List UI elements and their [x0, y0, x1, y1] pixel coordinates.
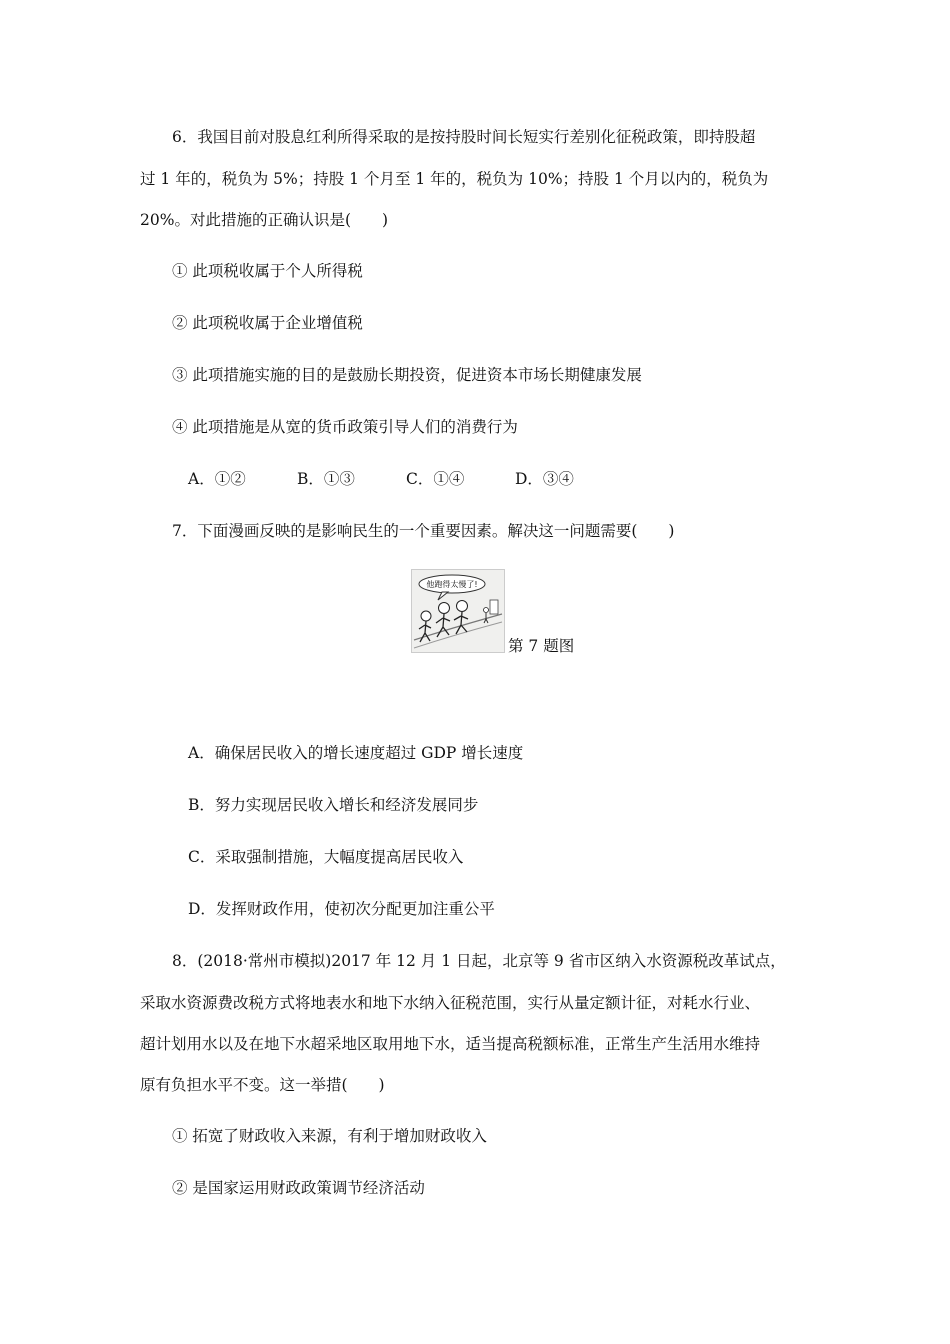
figure-caption: 第 7 题图	[508, 637, 575, 655]
q8-stem-line-2: 采取水资源费改税方式将地表水和地下水纳入征税范围，实行从量定额计征，对耗水行业、	[140, 994, 761, 1012]
cartoon-figure	[411, 569, 505, 653]
q6-option-3: ③ 此项措施实施的目的是鼓励长期投资，促进资本市场长期健康发展	[172, 366, 642, 384]
q6-option-4: ④ 此项措施是从宽的货币政策引导人们的消费行为	[172, 418, 518, 436]
cartoon-illustration	[412, 570, 504, 652]
q7-choice-a: A．确保居民收入的增长速度超过 GDP 增长速度	[188, 744, 524, 762]
q6-choice-a: A．①②	[188, 470, 246, 488]
q6-option-1: ① 此项税收属于个人所得税	[172, 262, 363, 280]
q6-stem-line-3: 20%。对此措施的正确认识是( )	[140, 211, 389, 229]
q8-stem-line-1: 8．(2018·常州市模拟)2017 年 12 月 1 日起，北京等 9 省市区纳入水资源税改革试点，	[172, 952, 786, 970]
q6-choice-d: D．③④	[515, 470, 574, 488]
q7-choice-b: B．努力实现居民收入增长和经济发展同步	[188, 796, 479, 814]
speech-bubble-text: 他跑得太慢了!	[426, 580, 478, 589]
q6-stem-line-2: 过 1 年的，税负为 5%；持股 1 个月至 1 年的，税负为 10%；持股 1 个月以内的，税负为	[140, 170, 769, 188]
q8-stem-line-3: 超计划用水以及在地下水超采地区取用地下水，适当提高税额标准，正常生产生活用水维持	[140, 1035, 761, 1053]
q8-stem-line-4: 原有负担水平不变。这一举措( )	[140, 1076, 385, 1094]
q7-choice-c: C．采取强制措施，大幅度提高居民收入	[188, 848, 464, 866]
q6-option-2: ② 此项税收属于企业增值税	[172, 314, 363, 332]
q7-choice-d: D．发挥财政作用，使初次分配更加注重公平	[188, 900, 495, 918]
q6-stem-line-1: 6．我国目前对股息红利所得采取的是按持股时间长短实行差别化征税政策，即持股超	[172, 128, 756, 146]
q6-choices	[188, 469, 624, 489]
q6-choice-b: B．①③	[297, 470, 355, 488]
q8-option-2: ② 是国家运用财政政策调节经济活动	[172, 1179, 425, 1197]
q7-stem: 7．下面漫画反映的是影响民生的一个重要因素。解决这一问题需要( )	[172, 522, 675, 540]
q8-option-1: ① 拓宽了财政收入来源，有利于增加财政收入	[172, 1127, 487, 1145]
q6-choice-c: C．①④	[406, 470, 465, 488]
